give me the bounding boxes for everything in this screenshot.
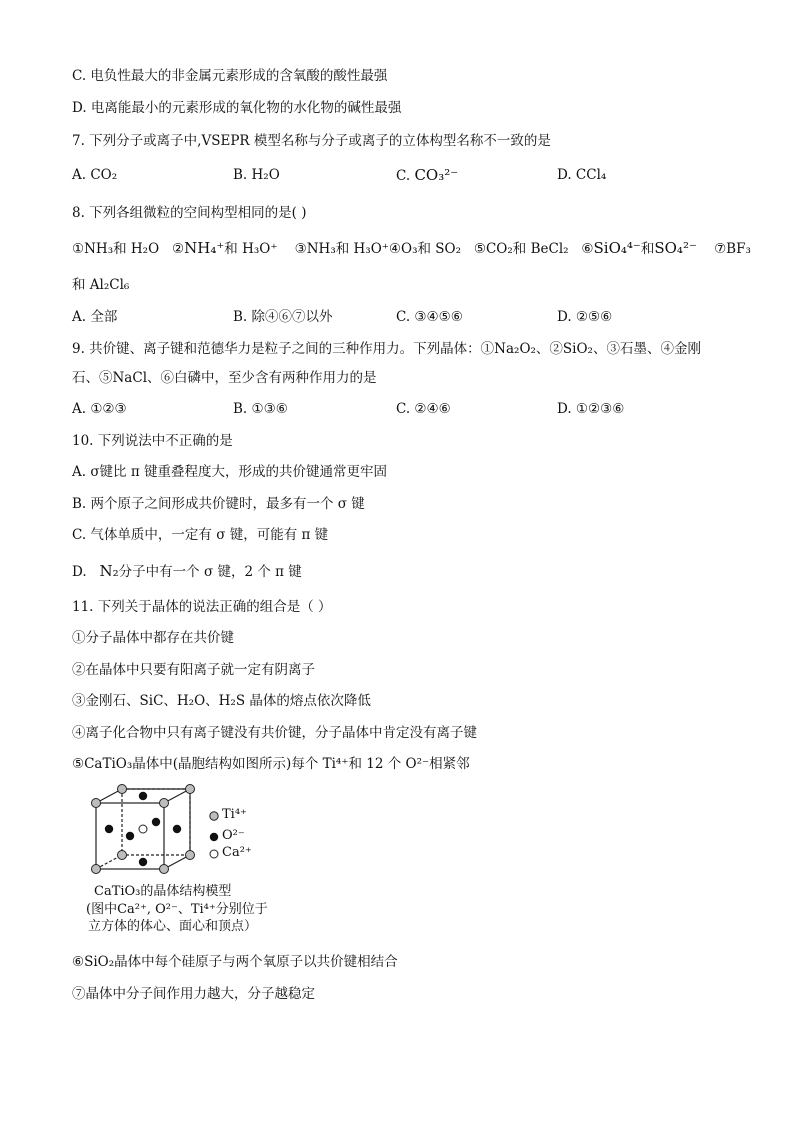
ca-atom bbox=[139, 825, 147, 833]
q10-option-a: A. σ键比 π 键重叠程度大，形成的共价键通常更牢固 bbox=[72, 464, 388, 480]
figure-caption: CaTiO₃的晶体结构模型 bbox=[94, 884, 232, 899]
o-atom bbox=[173, 825, 181, 833]
legend-o-label: O²⁻ bbox=[222, 828, 245, 843]
q8-option-d: D. ②⑤⑥ bbox=[557, 309, 613, 325]
legend bbox=[210, 812, 218, 858]
q7-option-d: D. CCl₄ bbox=[557, 167, 607, 183]
o-atom bbox=[105, 825, 113, 833]
q7-option-c bbox=[396, 165, 458, 186]
ti-atom bbox=[160, 865, 169, 874]
statement-4: ④离子化合物中只有离子键没有共价键，分子晶体中肯定没有离子键 bbox=[72, 725, 477, 741]
ti-atom bbox=[186, 851, 195, 860]
ti-atom bbox=[92, 799, 101, 808]
q8-group-5: ⑤CO₂和 BeCl₂ bbox=[473, 241, 569, 257]
q8-groups bbox=[72, 238, 751, 259]
q8-group-2-label: ② bbox=[172, 241, 185, 257]
question-9-line-1: 9. 共价键、离子键和范德华力是粒子之间的三种作用力。下列晶体：①Na₂O₂、②SiO₂、③石墨、④金刚 bbox=[72, 341, 701, 357]
statement-7: ⑦晶体中分子间作用力越大，分子越稳定 bbox=[72, 986, 315, 1002]
q8-group-7-cont: 和 Al₂Cl₆ bbox=[72, 277, 130, 293]
q10-option-b: B. 两个原子之间形成共价键时，最多有一个 σ 键 bbox=[72, 496, 365, 512]
q8-option-c: C. ③④⑤⑥ bbox=[396, 309, 463, 325]
q10-option-c: C. 气体单质中，一定有 σ 键，可能有 π 键 bbox=[72, 527, 329, 543]
q8-option-a: A. 全部 bbox=[72, 309, 118, 325]
ti-atom bbox=[186, 785, 195, 794]
ti-atom bbox=[92, 865, 101, 874]
q8-group-7: ⑦BF₃ bbox=[714, 241, 751, 257]
o-atom bbox=[139, 858, 147, 866]
q8-group-3-4: ③NH₃和 H₃O⁺④O₃和 SO₂ bbox=[294, 241, 461, 257]
q8-group-2 bbox=[172, 241, 282, 257]
q8-group-2-suffix: 和 H₃O⁺ bbox=[224, 241, 278, 257]
figure-note-line-2: 立方体的体心、面心和顶点） bbox=[88, 919, 258, 934]
legend-o-marker bbox=[210, 833, 218, 841]
q8-option-b: B. 除④⑥⑦以外 bbox=[233, 309, 333, 325]
q8-group-6-and: 和 bbox=[640, 241, 655, 257]
perovskite-unit-cell-diagram bbox=[88, 783, 278, 878]
question-10: 10. 下列说法中不正确的是 bbox=[72, 433, 233, 449]
q10-option-d bbox=[72, 561, 302, 582]
question-8: 8. 下列各组微粒的空间构型相同的是( ) bbox=[72, 205, 307, 221]
o-atom bbox=[139, 792, 147, 800]
statement-1: ①分子晶体中都存在共价键 bbox=[72, 630, 234, 646]
legend-ca-marker bbox=[210, 850, 218, 858]
legend-ti-marker bbox=[210, 812, 218, 820]
question-9-line-2: 石、⑤NaCl、⑥白磷中，至少含有两种作用力的是 bbox=[72, 370, 377, 386]
q7-option-b: B. H₂O bbox=[233, 167, 280, 183]
o-atom bbox=[152, 818, 160, 826]
q9-option-a: A. ①②③ bbox=[72, 401, 127, 417]
q10-option-d-label: D. bbox=[72, 564, 87, 580]
o-atom bbox=[126, 832, 134, 840]
option-c-prev: C. 电负性最大的非金属元素形成的含氧酸的酸性最强 bbox=[72, 68, 388, 84]
legend-ti-label: Ti⁴⁺ bbox=[222, 807, 247, 822]
q9-option-b: B. ①③⑥ bbox=[233, 401, 288, 417]
carbonate-ion: CO₃²⁻ bbox=[414, 166, 459, 184]
statement-2: ②在晶体中只要有阳离子就一定有阴离子 bbox=[72, 662, 315, 678]
q10-option-d-text: 分子中有一个 σ 键，2 个 π 键 bbox=[118, 564, 302, 580]
figure-note-line-1: (图中Ca²⁺, O²⁻、Ti⁴⁺分别位于 bbox=[86, 902, 268, 917]
q8-group-6 bbox=[581, 241, 701, 257]
question-11: 11. 下列关于晶体的说法正确的组合是（ ） bbox=[72, 599, 332, 615]
statement-3: ③金刚石、SiC、H₂O、H₂S 晶体的熔点依次降低 bbox=[72, 693, 371, 709]
q8-group-1: ①NH₃和 H₂O bbox=[72, 241, 160, 257]
q7-option-a: A. CO₂ bbox=[72, 167, 118, 183]
q7-option-c-label: C. bbox=[396, 168, 411, 184]
ammonium-ion: NH₄⁺ bbox=[184, 239, 225, 257]
ti-atom bbox=[118, 851, 127, 860]
ti-atom bbox=[118, 785, 127, 794]
q9-option-d: D. ①②③⑥ bbox=[557, 401, 625, 417]
statement-5: ⑤CaTiO₃晶体中(晶胞结构如图所示)每个 Ti⁴⁺和 12 个 O²⁻相紧邻 bbox=[72, 756, 470, 772]
silicate-ion: SiO₄⁴⁻ bbox=[593, 239, 641, 257]
q9-option-c: C. ②④⑥ bbox=[396, 401, 451, 417]
sulfate-ion: SO₄²⁻ bbox=[654, 239, 697, 257]
option-d-prev: D. 电离能最小的元素形成的氧化物的水化物的碱性最强 bbox=[72, 100, 402, 116]
crystal-structure-figure bbox=[88, 783, 278, 938]
q8-group-6-label: ⑥ bbox=[581, 241, 594, 257]
ti-atom bbox=[160, 799, 169, 808]
statement-6: ⑥SiO₂晶体中每个硅原子与两个氧原子以共价键相结合 bbox=[72, 954, 398, 970]
legend-ca-label: Ca²⁺ bbox=[222, 845, 252, 860]
nitrogen-molecule: N₂ bbox=[99, 562, 119, 580]
question-7: 7. 下列分子或离子中,VSEPR 模型名称与分子或离子的立体构型名称不一致的是 bbox=[72, 133, 551, 149]
